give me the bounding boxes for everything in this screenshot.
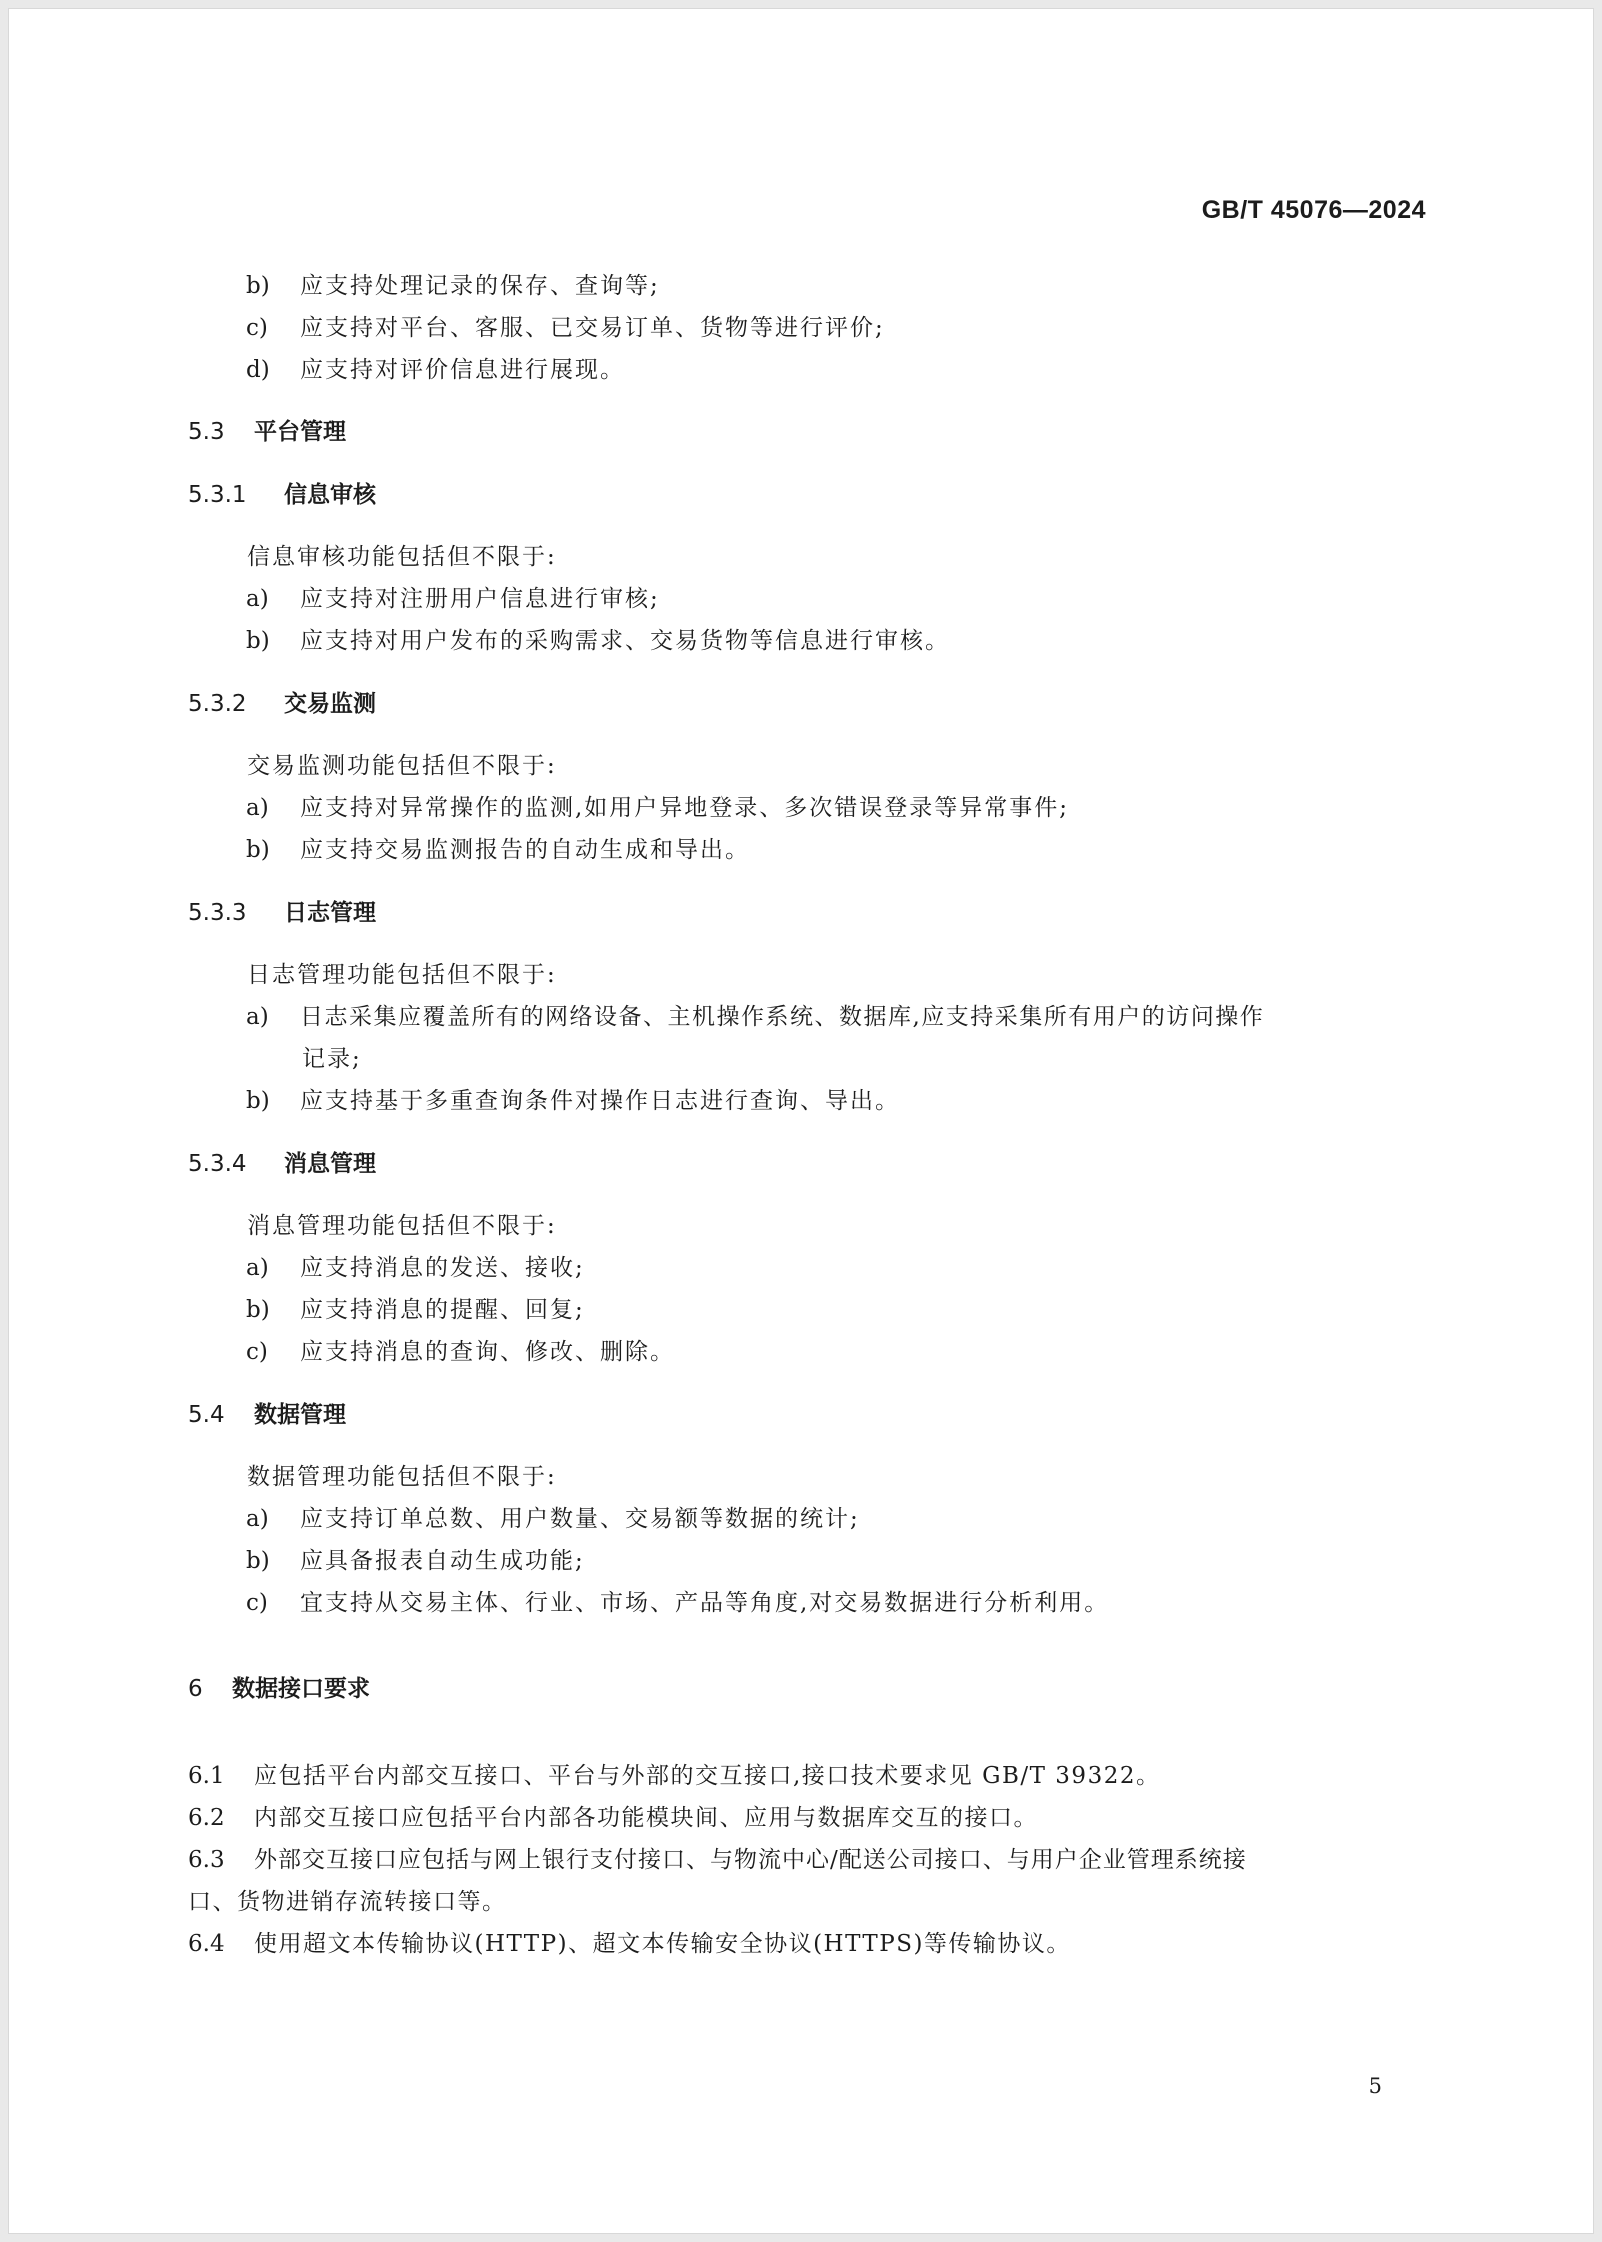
- list-item-text: 应支持基于多重查询条件对操作日志进行查询、导出。: [300, 1088, 900, 1114]
- clause-number: 6.2: [188, 1805, 225, 1831]
- list-item-a: [246, 586, 660, 614]
- section-heading-5-3: [188, 419, 346, 447]
- list-item-text: 应支持消息的提醒、回复;: [300, 1297, 585, 1323]
- list-marker: c): [246, 1590, 268, 1616]
- section-heading-5-4: [188, 1402, 346, 1430]
- section-title: 数据接口要求: [232, 1676, 370, 1702]
- list-item-a: [246, 1506, 860, 1534]
- list-marker: c): [246, 1339, 268, 1365]
- list-item-b: [246, 1088, 900, 1116]
- list-item-c: [246, 1339, 675, 1367]
- clause-6-3: [188, 1847, 1247, 1875]
- section-heading-5-3-1: [188, 482, 376, 510]
- list-item-b: [246, 1297, 585, 1325]
- document-id: GB/T 45076—2024: [1201, 196, 1426, 224]
- clause-number: 6.3: [188, 1847, 225, 1873]
- section-heading-5-3-3: [188, 900, 376, 928]
- list-item-c: [246, 1590, 1109, 1618]
- section-title: 数据管理: [254, 1402, 346, 1428]
- list-item-continuation: 记录;: [302, 1046, 362, 1072]
- section-title: 交易监测: [284, 691, 376, 717]
- list-marker: d): [246, 357, 270, 383]
- page-number: 5: [1368, 2074, 1382, 2098]
- clause-text: 内部交互接口应包括平台内部各功能模块间、应用与数据库交互的接口。: [254, 1805, 1038, 1831]
- list-marker: b): [246, 628, 270, 654]
- section-heading-6: [188, 1676, 370, 1704]
- section-number: 6: [188, 1676, 203, 1702]
- list-item-text: 应支持对评价信息进行展现。: [300, 357, 625, 383]
- list-marker: b): [246, 273, 270, 299]
- list-item-text: 应支持订单总数、用户数量、交易额等数据的统计;: [300, 1506, 860, 1532]
- section-number: 5.3.4: [188, 1151, 247, 1177]
- clause-text: 应包括平台内部交互接口、平台与外部的交互接口,接口技术要求见 GB/T 39322。: [254, 1763, 1161, 1789]
- list-item-text: 应支持交易监测报告的自动生成和导出。: [300, 837, 750, 863]
- list-item-b: [246, 273, 660, 301]
- clause-6-1: [188, 1763, 1160, 1791]
- list-marker: b): [246, 1548, 270, 1574]
- list-item-text: 应支持对用户发布的采购需求、交易货物等信息进行审核。: [300, 628, 950, 654]
- section-intro: 数据管理功能包括但不限于:: [247, 1464, 557, 1490]
- section-title: 信息审核: [284, 482, 376, 508]
- list-marker: a): [246, 586, 269, 612]
- list-item-text: 应支持对平台、客服、已交易订单、货物等进行评价;: [300, 315, 885, 341]
- section-number: 5.3: [188, 419, 225, 445]
- list-item-c: [246, 315, 885, 343]
- section-heading-5-3-4: [188, 1151, 376, 1179]
- section-title: 日志管理: [284, 900, 376, 926]
- list-item-text: 宜支持从交易主体、行业、市场、产品等角度,对交易数据进行分析利用。: [300, 1590, 1110, 1616]
- list-item-text: 应支持消息的查询、修改、删除。: [300, 1339, 675, 1365]
- list-item-text: 应具备报表自动生成功能;: [300, 1548, 585, 1574]
- clause-number: 6.4: [188, 1931, 225, 1957]
- clause-6-4: [188, 1931, 1071, 1959]
- list-marker: c): [246, 315, 268, 341]
- section-number: 5.4: [188, 1402, 225, 1428]
- list-item-b: [246, 837, 750, 865]
- section-number: 5.3.3: [188, 900, 247, 926]
- section-intro: 消息管理功能包括但不限于:: [247, 1213, 557, 1239]
- list-marker: a): [246, 1255, 269, 1281]
- list-marker: a): [246, 1506, 269, 1532]
- list-marker: b): [246, 1297, 270, 1323]
- list-item-text: 应支持消息的发送、接收;: [300, 1255, 585, 1281]
- clause-continuation: 口、货物进销存流转接口等。: [188, 1889, 507, 1915]
- section-number: 5.3.1: [188, 482, 247, 508]
- list-marker: b): [246, 837, 270, 863]
- list-item-b: [246, 1548, 585, 1576]
- clause-6-2: [188, 1805, 1038, 1833]
- section-intro: 交易监测功能包括但不限于:: [247, 753, 557, 779]
- clause-number: 6.1: [188, 1763, 225, 1789]
- list-item-text: 应支持处理记录的保存、查询等;: [300, 273, 660, 299]
- list-item-b: [246, 628, 950, 656]
- list-item-d: [246, 357, 625, 385]
- clause-text: 外部交互接口应包括与网上银行支付接口、与物流中心/配送公司接口、与用户企业管理系统接: [254, 1847, 1247, 1873]
- list-marker: b): [246, 1088, 270, 1114]
- list-item-a: [246, 1004, 1264, 1032]
- list-item-a: [246, 795, 1069, 823]
- section-title: 平台管理: [254, 419, 346, 445]
- section-title: 消息管理: [284, 1151, 376, 1177]
- section-intro: 日志管理功能包括但不限于:: [247, 962, 557, 988]
- list-item-text: 日志采集应覆盖所有的网络设备、主机操作系统、数据库,应支持采集所有用户的访问操作: [300, 1004, 1265, 1030]
- clause-text: 使用超文本传输协议(HTTP)、超文本传输安全协议(HTTPS)等传输协议。: [254, 1931, 1071, 1957]
- section-intro: 信息审核功能包括但不限于:: [247, 544, 557, 570]
- list-item-text: 应支持对注册用户信息进行审核;: [300, 586, 660, 612]
- section-number: 5.3.2: [188, 691, 247, 717]
- list-marker: a): [246, 795, 269, 821]
- list-item-text: 应支持对异常操作的监测,如用户异地登录、多次错误登录等异常事件;: [300, 795, 1070, 821]
- list-marker: a): [246, 1004, 269, 1030]
- list-item-a: [246, 1255, 585, 1283]
- section-heading-5-3-2: [188, 691, 376, 719]
